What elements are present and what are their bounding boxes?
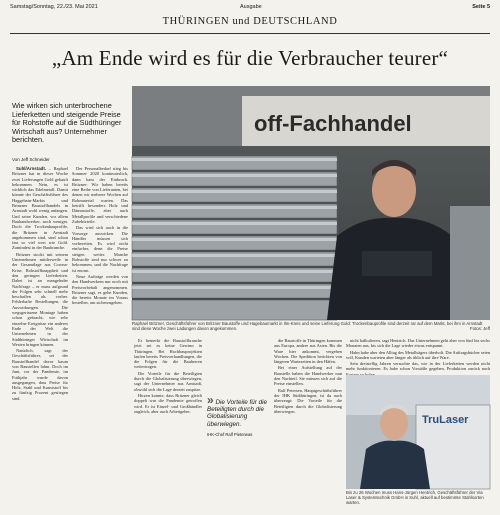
article-column-5 [346, 338, 490, 372]
photo-credit: Fotos: Jeff [470, 326, 490, 332]
section-title: THÜRINGEN und DEUTSCHLAND [162, 16, 338, 27]
page-number: Seite 5 [472, 4, 490, 10]
paragraph: Bei einer Aufstellung auf der Baustelle haben die Handwerker nun den Nachteil. Sie müssen sich auf die Preise einstellen. [274, 365, 342, 387]
warehouse-sign: off-Fachhandel [254, 111, 412, 136]
paragraph: Britzner stockt mit seinem Unternehmen mittlerweile in der Gesamtlage aus Corona-Krise, Rohstoffknappheit und den geringen Lieferketten. Dabei ist an mangelnder Nachfrage – er muss aufgrund der Folgen sehr schnell mehr beschaffen als vorher. Fehlerhafte Bestellungen, die Auswirkungen. Die wegsgerissene Montage haben schon gebracht, wie sehr einzelne Ereignisse ein anderes Ende der Welt die Unternehmen in der Südthüringer Wirtschaft im Westen bringen können. [12, 251, 68, 347]
main-photo-caption [132, 321, 490, 331]
pull-quote-source: IHK-Chef Ralf Pieterwas [207, 431, 253, 437]
paragraph: Die Vorteile für die Beteiligten durch die Globalisierung überwiegen, sagt der Unternehmer aus Arnstadt, obwohl sich die Lage derzeit zuspitze. [134, 370, 202, 392]
pull-quote [207, 393, 269, 438]
paragraph: Sein dreistellig Jahren versuchte das, wie in der Lieferketten werden nicht mehr funktionieren. Es habe schon Vorstöße gegeben, Produktion zurück nach [346, 361, 490, 372]
paragraph: die Baustoffe in Thüringen kommen aus Europa, andere aus Asien. Bis die Ware hier ankommt, vergehen Wochen. Die Spedition berichten von längeren Wartezeiten in den Häfen. [274, 338, 342, 365]
dateline: Suhl/Arnstadt. [16, 166, 47, 171]
article-column-3 [134, 338, 202, 502]
article-column-1 [12, 166, 68, 502]
paragraph: Der Personalbedarf stieg bis Sommer 2020 kontinuierlich, dann kam der Einbruch. Britzner: Wir haben bereits eine Reihe von Lieferanten, bei denen wir mehrere Wochen auf Rohmaterial warten. Das betrifft besonders Holz und Dämmstoffe, aber auch Metallprofile und verschiedene Zubehörteile. [72, 166, 128, 224]
article-author: Von Jeff Schneider [12, 157, 50, 162]
paragraph: nicht kalkulieren, sagt Hentrich. Das Unternehmen geht aber von fünf bis sechs Monaten aus, bis sich die Lage wieder etwas entspannt. [346, 338, 490, 349]
secondary-photo [346, 375, 490, 489]
paragraph: Hirzen konnte, dass Britzner gleich doppelt war die Pandemie getroffen wird. Er ist Einzel- und Großhändler zugleich, aber auch Arbeitgeber. [134, 392, 202, 414]
section-rule [10, 33, 490, 34]
pull-quote-text: Die Vorteile für die Beteiligten durch die Globalisierung überwiegen. [207, 399, 268, 428]
secondary-photo-illustration [346, 375, 490, 489]
issue-date: Samstag/Sonntag, 22./23. Mai 2021 [10, 4, 98, 10]
paragraph: Das wird sich auch in die Vorsorge auswirken. Die Händler müssen sich vorbereiten. Es wird nicht einfacher, denn die Preise steigen weiter. Manche Rohstoffe sind nur schwer zu bekommen, und die Nachfrage ist enorm. [72, 225, 128, 273]
paragraph [12, 166, 68, 251]
paragraph: Er bemerkt die Baustoffbranche jetzt sei es keine Gewinn in Thüringen. Bei Hochbauprojekten laufen bereits Preisverhandlungen, die die Folgen für die Bauherren weitertragen. [134, 338, 202, 370]
caption-text: Raphael Britzner, Geschäftsführer von Britzner Baustoffe und Hagebaumarkt in Ilm-Kreis und seine Lieferung Gold: Trockenbauprofile sind derzeit rar auf dem Markt, bei ihm in Arnstadt sind diese Woche zwei Ladungen davon angekommen. [132, 321, 483, 332]
article-headline: „Am Ende wird es für die Verbraucher teurer“ [51, 46, 449, 70]
main-photo-illustration [132, 86, 490, 320]
paragraph: Hahn habe aber den Alltag des Metallsägers überholt. Die Auftragsbücher seien voll, Kunden warteten aber länger als üblich auf ihre Ware. [346, 349, 490, 360]
paragraph: Natürlich, sagt der Geschäftsführer, sei der Baustoffhandel davor kaum von Baustellen lahm. Doch im Juni, vor der Pandemie, im Frühjahr wurde davon ausgegangen, dass Preise für Holz, Stahl und Kunststoff bis zu fünfzig Prozent gestiegen sind. [12, 348, 68, 401]
article-column-2 [72, 166, 128, 502]
machine-label: TruLaser [422, 414, 469, 426]
main-photo [132, 86, 490, 320]
edition-label: Ausgabe [240, 4, 262, 10]
article-column-4 [274, 338, 342, 502]
secondary-photo-caption: Bis zu 26 Wochen muss Hans-Jürgen Hentrich, Geschäftsführer der Via Laser & Systemtechnik GmbH in Suhl, aktuell auf bestimmte Stahlsorten warten. [346, 490, 484, 506]
paragraph-text: – Raphael Britzner hat in dieser Woche zwei Lieferungen Gold gekauft bekommen. Nein, es ist wirklich das Edelmetall. Damit könnte der Geschäftsführer des Haggehain-Markts und Brinzner Baustoffhandels in Arnstadt wohl wenig anfangen. Und seine Kunden, vor allem Bauhandwerker, noch weniger. Doch die Trockenbauprofile, die Britzner in Arnstadt angekommen sind, sind schon fast so viel wert wie Gold. Zumindest in der Baubranche. [12, 166, 68, 251]
article-lead: Wie wirken sich unterbrochene Lieferketten und steigende Preise für Rohstoffe auf die Südthüringer Wirtschaft aus? Unternehmer berichten. [12, 101, 122, 145]
paragraph: Neue Aufträge werden von den Handwerkern nur noch mit Preisvorbehalt angenommen. Britzner sagt, es gebe Kunden, die bereits Monate im Voraus bestellen, um sicherzugehen. [72, 273, 128, 306]
quote-mark-icon: » [207, 393, 214, 407]
paragraph: Ralf Petersen, Hauptgeschäftsführer der IHK Südthüringen, ist da auch überzeugt: Die Vorteile für die Beteiligten durch die Globalisierung überwiegen. [274, 387, 342, 414]
